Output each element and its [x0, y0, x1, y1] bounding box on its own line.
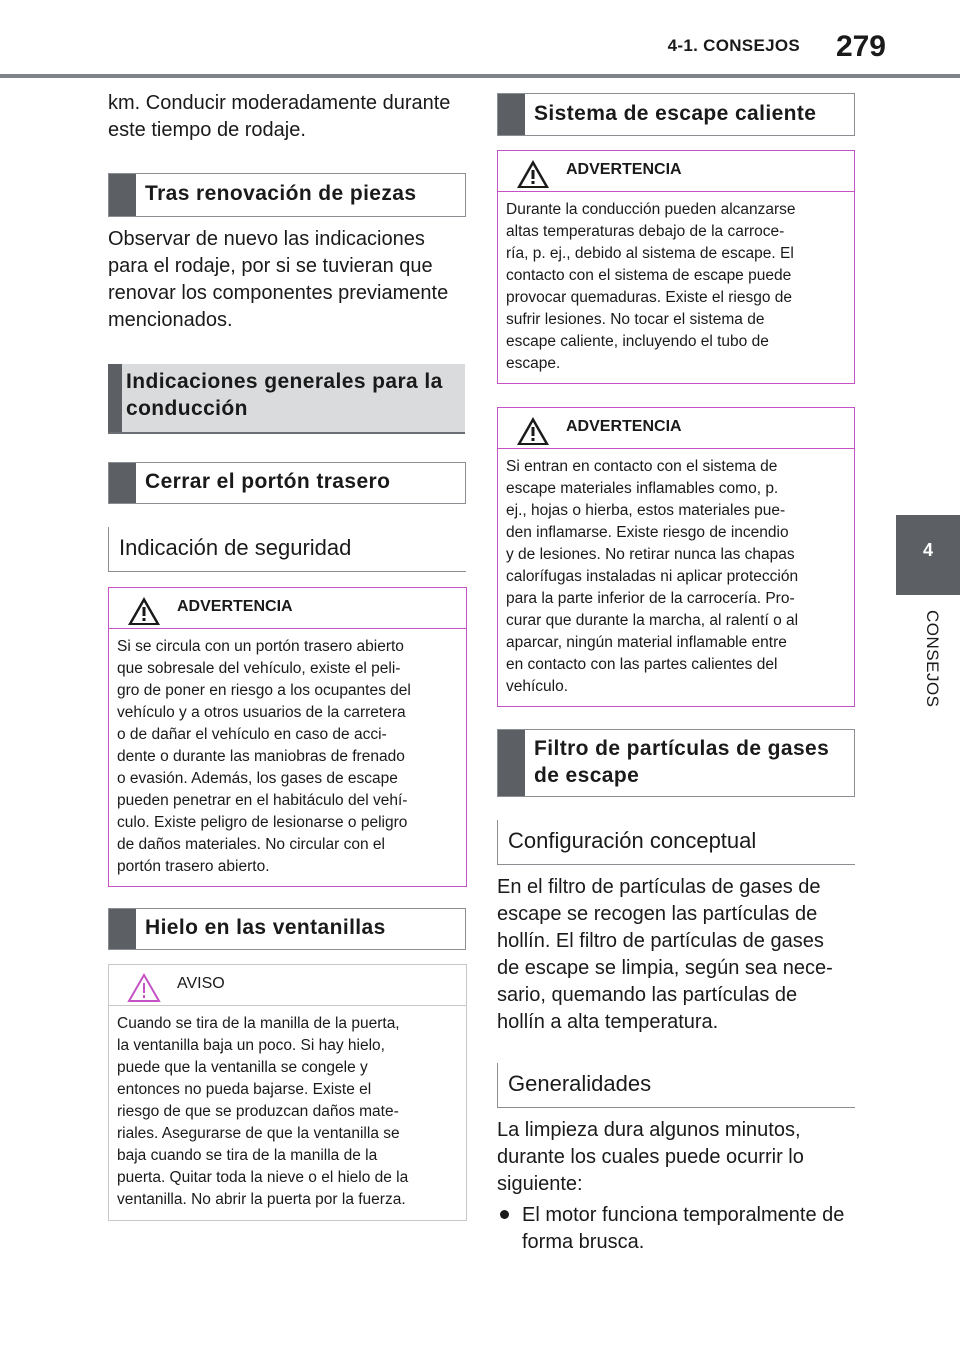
warning-triangle-icon	[127, 596, 161, 626]
warning-text: Durante la conducción pueden alcanzarse altas temperaturas debajo de la carroce- ría, p. ej., debido al sistema de escape. El contacto con el sistema de escape puede provocar quemaduras. Existe el riesgo de sufrir lesiones. No tocar el sistema de escape caliente, incluyendo el tubo de escape.	[506, 201, 796, 372]
intro-paragraph: km. Conducir moderadamente durante este tiempo de rodaje.	[108, 92, 451, 141]
header-rule	[0, 74, 960, 78]
warning-text: Si entran en contacto con el sistema de escape materiales inflamables como, p. ej., hojas o hierba, estos materiales pue- den inflamarse. Existe riesgo de incendio y de lesiones. No retirar nunca las chapas calorífugas instaladas ni aplicar protección para la parte inferior de la carrocería. Pro- curar que durante la marcha, al ralentí o al aparcar, ningún material inflamable entre en contacto con las partes calientes del vehículo.	[506, 458, 799, 695]
generalidades-paragraph: La limpieza dura algunos minutos, durante los cuales puede ocurrir lo siguiente:	[497, 1119, 804, 1195]
notice-box-hielo	[108, 964, 467, 1221]
notice-title: AVISO	[177, 975, 225, 992]
warning-title: ADVERTENCIA	[177, 598, 293, 615]
warning-triangle-icon	[516, 159, 550, 189]
bullet-icon	[500, 1210, 509, 1219]
section-heading-hielo: Hielo en las ventanillas	[108, 908, 466, 950]
section-title: 4-1. CONSEJOS	[667, 36, 800, 55]
subheading-seguridad: Indicación de seguridad	[108, 527, 466, 572]
subheading-generalidades: Generalidades	[497, 1063, 855, 1108]
notice-triangle-icon	[127, 973, 161, 1003]
chapter-label: CONSEJOS	[923, 610, 942, 708]
warning-title: ADVERTENCIA	[566, 418, 682, 435]
page-number: 279	[835, 30, 886, 63]
renovacion-paragraph: Observar de nuevo las indicaciones para el rodaje, por si se tuvieran que renovar los componentes previamente mencionados.	[108, 228, 449, 331]
filtro-paragraph: En el filtro de partículas de gases de escape se recogen las partículas de hollín. El filtro de partículas de gases de escape se limpia, según sea nece- sario, quemando las partículas de hollín a alta temperatura.	[497, 876, 833, 1033]
section-heading-renovacion: Tras renovación de piezas	[108, 173, 466, 217]
section-heading-porton: Cerrar el portón trasero	[108, 462, 466, 504]
subheading-configuracion: Configuración conceptual	[497, 820, 855, 865]
warning-title: ADVERTENCIA	[566, 161, 682, 178]
warning-triangle-icon	[516, 416, 550, 446]
chapter-number: 4	[922, 540, 933, 560]
warning-text: Si se circula con un portón trasero abierto que sobresale del vehículo, existe el peli- gro de poner en riesgo a los ocupantes del vehículo y a otros usuarios de la carretera o de dañar el vehículo en caso de acci- dente o durante las maniobras de frenado o evasión. Además, los gases de escape pueden penetrar en el habitáculo del vehí- culo. Existe peligro de lesionarse o peligro de daños materiales. No circular con el portón trasero abierto.	[117, 638, 411, 875]
section-heading-indicaciones: Indicaciones generales para la conducción	[108, 364, 465, 434]
warning-box-porton	[108, 587, 467, 887]
notice-text: Cuando se tira de la manilla de la puerta, la ventanilla baja un poco. Si hay hielo, puede que la ventanilla se congele y entonces no pueda bajarse. Existe el riesgo de que se produzcan daños mate- riales. Asegurarse de que la ventanilla se baja cuando se tira de la manilla de la puerta. Quitar toda la nieve o el hielo de la ventanilla. No abrir la puerta por la fuerza.	[117, 1015, 409, 1208]
warning-box-escape-1	[497, 150, 855, 384]
bullet-item: El motor funciona temporalmente de forma brusca.	[522, 1204, 845, 1253]
warning-box-escape-2	[497, 407, 855, 707]
section-heading-escape: Sistema de escape caliente	[497, 93, 855, 136]
section-heading-filtro: Filtro de partículas de gases de escape	[497, 729, 855, 797]
